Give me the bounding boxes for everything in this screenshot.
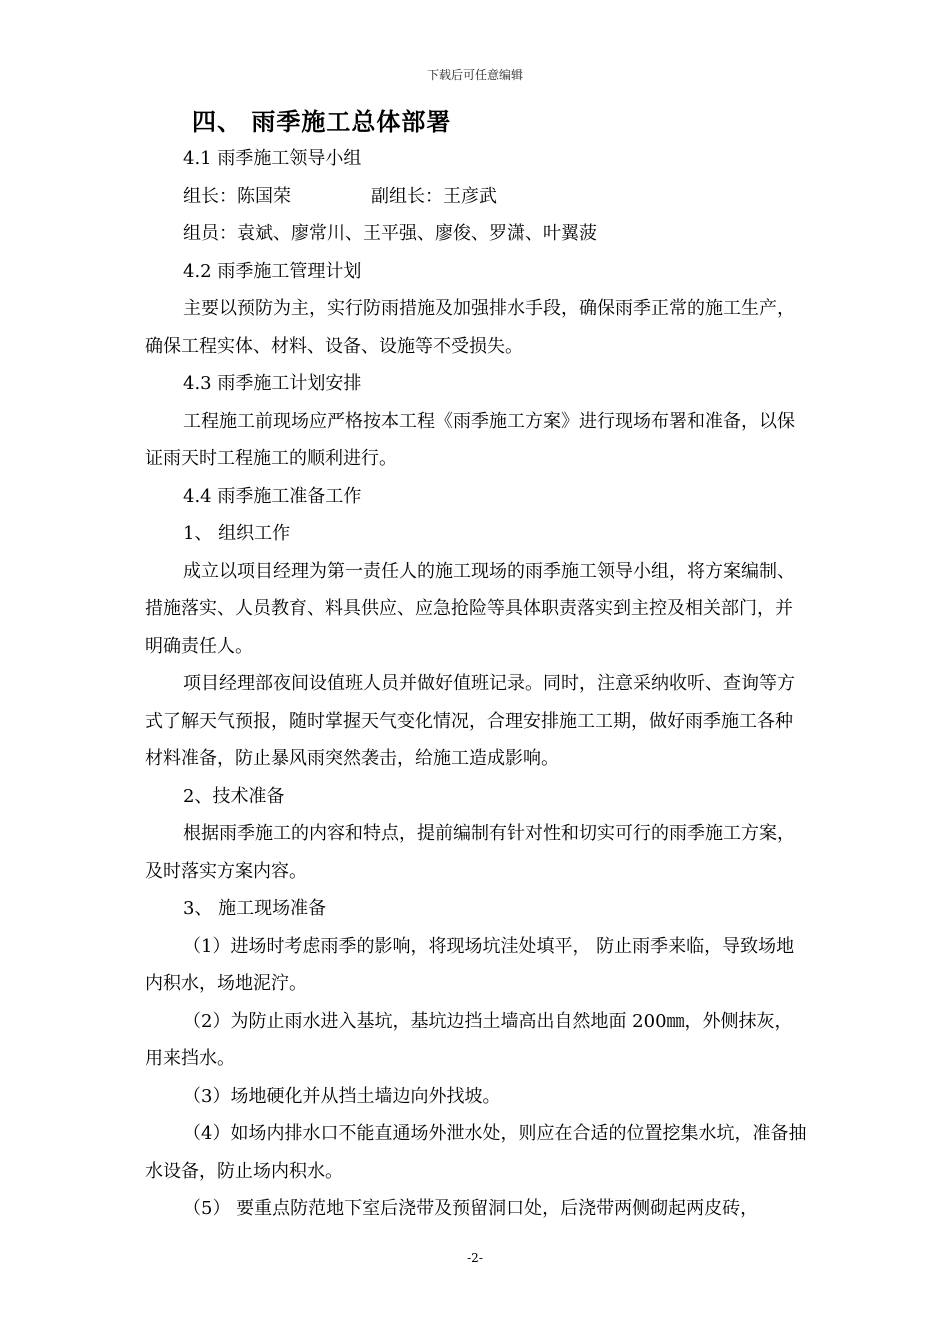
deputy-leader: 副组长：王彦武 <box>371 185 497 207</box>
leaders-line <box>145 178 807 216</box>
measure-4: （4）如场内排水口不能直通场外泄水处，则应在合适的位置挖集水坑，准备抽水设备，防止场内积水。 <box>145 1123 807 1182</box>
paragraph-4-3: 工程施工前现场应严格按本工程《雨季施工方案》进行现场布署和准备，以保证雨天时工程施工的顺利进行。 <box>145 410 795 469</box>
item-heading-organization: 1、 组织工作 <box>183 523 291 544</box>
team-leader: 组长：陈国荣 <box>183 185 291 207</box>
paragraph-organization-2: 项目经理部夜间设值班人员并做好值班记录。同时，注意采纳收听、查询等方式了解天气预报，随时掌握天气变化情况，合理安排施工工期，做好雨季施工各种材料准备，防止暴风雨突然袭击，给施工造成影响。 <box>145 673 795 769</box>
subsection-heading-4-3: 4.3 雨季施工计划安排 <box>183 373 362 394</box>
paragraph-4-2: 主要以预防为主，实行防雨措施及加强排水手段，确保雨季正常的施工生产，确保工程实体、材料、设备、设施等不受损失。 <box>145 298 795 357</box>
subsection-heading-4-1: 4.1 雨季施工领导小组 <box>183 148 362 169</box>
subsection-heading-4-2: 4.2 雨季施工管理计划 <box>183 260 362 282</box>
document-body <box>145 140 807 1228</box>
paragraph-organization-1: 成立以项目经理为第一责任人的施工现场的雨季施工领导小组，将方案编制、措施落实、人员教育、料具供应、应急抢险等具体职责落实到主控及相关部门，并明确责任人。 <box>145 560 795 657</box>
measure-1: （1）进场时考虑雨季的影响，将现场坑洼处填平， 防止雨季来临，导致场地内积水，场地泥泞。 <box>145 935 795 994</box>
team-members: 组员：袁斌、廖常川、王平强、廖俊、罗潇、叶翼菠 <box>183 223 597 244</box>
measure-3: （3）场地硬化并从挡土墙边向外找坡。 <box>183 1085 501 1107</box>
measure-2: （2）为防止雨水进入基坑，基坑边挡土墙高出自然地面 200㎜，外侧抹灰，用来挡水。 <box>145 1010 793 1069</box>
page-number: -2- <box>467 1251 483 1265</box>
measure-5: （5） 要重点防范地下室后浇带及预留洞口处，后浇带两侧砌起两皮砖， <box>183 1198 759 1219</box>
section-title: 四、 雨季施工总体部署 <box>192 108 452 136</box>
subsection-heading-4-4: 4.4 雨季施工准备工作 <box>183 485 362 507</box>
item-heading-technical: 2、技术准备 <box>183 785 285 807</box>
item-heading-site: 3、 施工现场准备 <box>183 898 327 919</box>
header-note: 下载后可任意编辑 <box>426 68 523 82</box>
paragraph-technical: 根据雨季施工的内容和特点，提前编制有针对性和切实可行的雨季施工方案，及时落实方案内容。 <box>145 823 795 882</box>
